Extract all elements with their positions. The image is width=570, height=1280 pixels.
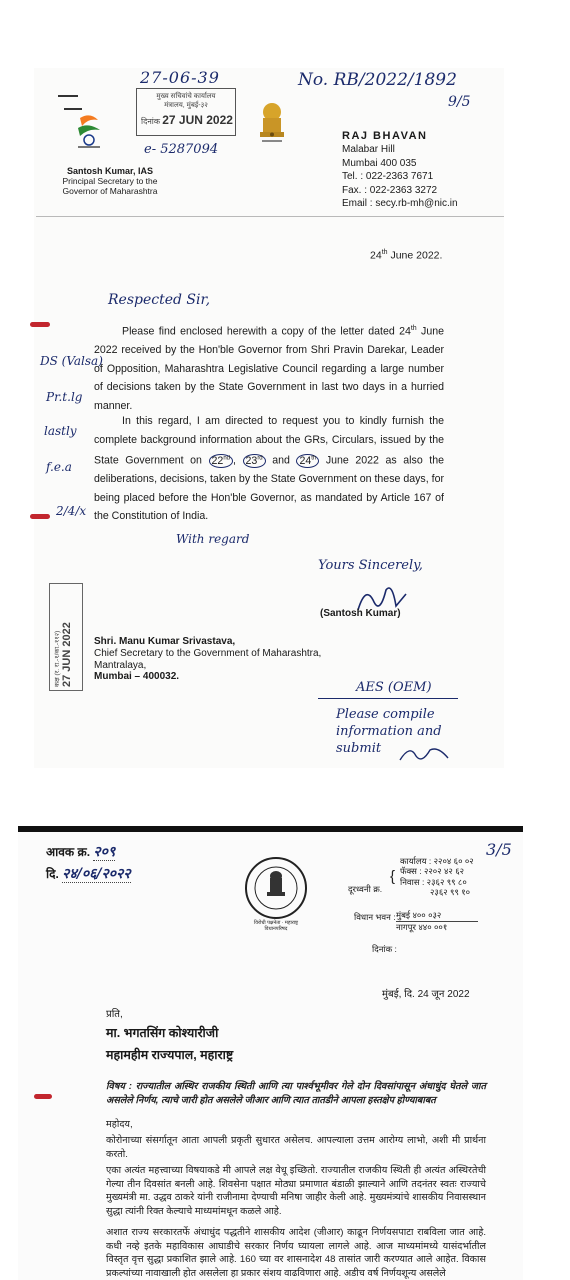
address-line: Malabar Hill xyxy=(342,144,395,156)
recipient-line: Mantralaya, xyxy=(94,659,147,671)
margin-note: 2/4/x xyxy=(56,504,87,518)
circled-date-22: 22nd xyxy=(209,454,233,468)
email: Email : secy.rb-mh@nic.in xyxy=(342,198,458,210)
paragraph-2: In this regard, I am directed to request you to kindly furnish the complete background information about the GRs, Circulars, issued by the State Government on 22nd , 23rd and 24th June 2022 as also the deliberations, decisions, taken by the State Government on these days, for being placed before the Hon'ble Governor, as mandated by Article 167 of the Constitution of India. xyxy=(94,415,444,523)
recipient-line: Chief Secretary to the Government of Maharashtra, xyxy=(94,647,322,659)
subject: विषय : राज्यातील अस्थिर राजकीय स्थिती आणि त्या पार्श्वभूमीवर गेले दोन दिवसांपासून अंधाधुंद घेतले जात असलेले निर्णय, त्याचे जारी होत असलेले जीआर आणि त्यात तातडीने आपला हस्तक्षेप होण्याबाबत xyxy=(106,1081,486,1106)
greeting: महोदय, xyxy=(106,1119,133,1130)
stamp-line: मंत्रालय, मुंबई-३२ xyxy=(164,102,208,109)
inward-no-label: आवक क्र. xyxy=(46,845,91,859)
signatory: (Santosh Kumar) xyxy=(320,608,401,619)
endorsement-signature xyxy=(396,742,456,766)
corner-page-mark: 3/5 xyxy=(486,840,512,859)
inward-no: २०९ xyxy=(93,844,116,860)
handwritten-stamp-number: e- 5287094 xyxy=(144,142,219,157)
telephone: Tel. : 022-2363 7671 xyxy=(342,171,434,183)
endorsement-rule xyxy=(318,698,458,699)
margin-note: DS (Valsa) xyxy=(40,354,103,368)
stamp-date: 27 JUN 2022 xyxy=(162,113,233,127)
red-tag-pin xyxy=(30,514,50,519)
tricolor-logo xyxy=(72,112,106,150)
salutation: Respected Sir, xyxy=(108,292,211,308)
circled-date-24: 24th xyxy=(296,454,319,468)
inward-date-block xyxy=(46,864,131,883)
paragraph-1: कोरोनाच्या संसर्गातून आता आपली प्रकृती सुधारत असेलच. आपल्याला उत्तम आरोग्य लाभो, अशी मी प्रार्थना करतो. xyxy=(106,1135,486,1160)
sender-block xyxy=(60,166,160,196)
recipient-block xyxy=(94,636,321,683)
letter-date: मुंबई, दि. 24 जून 2022 xyxy=(382,989,470,1000)
endorsement-note: Please compile information and submit xyxy=(336,707,442,756)
phone-list xyxy=(400,856,474,898)
circled-date-23: 23rd xyxy=(243,454,266,468)
phone-label: दूरध्वनी क्र. xyxy=(348,884,383,894)
phone-residence-2: २३६२ ९९ १० xyxy=(430,887,471,898)
margin-note: lastly xyxy=(44,424,77,438)
phone-residence: निवास : २३६२ ९९ ८० xyxy=(400,876,467,887)
prati: प्रति, xyxy=(106,1009,123,1020)
recipient-line: Mumbai – 400032. xyxy=(94,671,180,683)
red-tag-pin xyxy=(34,1094,52,1099)
page-2-top-edge xyxy=(18,826,523,832)
recipient-name: Shri. Manu Kumar Srivastava, xyxy=(94,636,236,647)
margin-note: Pr.t.lg xyxy=(46,390,83,404)
sender-name: Santosh Kumar, IAS xyxy=(66,166,154,176)
dinank-label: दिनांक : xyxy=(372,944,397,954)
emblem-ring-text: विरोधी पक्षनेता · महाराष्ट्र विधानपरिषद xyxy=(253,920,299,932)
stamp-line: मुख्य सचिवांचे कार्यालय xyxy=(156,93,216,100)
header-divider xyxy=(36,216,504,217)
phone-fax: फॅक्स : २२०२ ४२ ६२ xyxy=(400,866,465,877)
city-list xyxy=(396,910,478,933)
side-stamp-date: 27 JUN 2022 xyxy=(61,622,73,687)
city-mumbai: मुंबई ४०० ०३२ xyxy=(396,910,478,922)
brace-icon: { xyxy=(390,868,396,885)
endorsement-addressee: AES (OEM) xyxy=(356,680,432,695)
red-tag-pin xyxy=(30,322,50,327)
opposition-leader-emblem xyxy=(244,856,308,920)
fax: Fax. : 022-2363 3272 xyxy=(342,184,438,196)
inward-no-block xyxy=(46,842,115,861)
side-stamp-text: कक्ष (र. रा.-१/का.-११२) xyxy=(54,630,61,687)
stamp-date-label: दिनांक xyxy=(141,117,160,126)
raj-bhavan-address xyxy=(342,130,458,210)
vidhan-bhavan-label: विधान भवन : xyxy=(354,912,396,922)
margin-dash xyxy=(58,95,78,97)
national-emblem-icon xyxy=(252,100,292,148)
phone-office: कार्यालय : २२०४ ६० ०२ xyxy=(400,856,474,866)
inward-stamp xyxy=(136,88,236,136)
recipient-title: महामहीम राज्यपाल, महाराष्ट्र xyxy=(106,1048,234,1062)
city-nagpur: नागपूर ४४० ००१ xyxy=(396,922,448,932)
margin-note: f.e.a xyxy=(46,460,72,474)
letter-date: 24th June 2022. xyxy=(370,249,443,262)
closing: Yours Sincerely, xyxy=(318,558,423,573)
side-stamp xyxy=(49,583,83,691)
sender-title: Principal Secretary to the xyxy=(62,176,158,186)
corner-page-mark: 9/5 xyxy=(448,94,471,110)
with-regards: With regard xyxy=(176,532,250,546)
paragraph-3: अशात राज्य सरकारतर्फे अंधाधुंद पद्धतीने शासकीय आदेश (जीआर) काढून निर्णयसपाटा राबविला जात आहे. कधी नव्हे इतके महाविकास आघाडीचे सरकार निर्णय घ्यायला लागले आहे. आज माध्यमांमध्ये यासंदर्भातील विस्तृत वृत्त सुद्धा प्रकाशित झाले आहे. 160 च्या वर शासनादेश 48 तासांत जारी करण्यात आले आहेत. विकास प्रकल्पांच्या नावाखाली होत असलेला हा प्रकार संशय वाढविणारा आहे. अडीच वर्ष निर्णयशून्य असलेले xyxy=(106,1227,486,1279)
inward-date-label: दि. xyxy=(46,867,59,881)
handwritten-date-code: 27-06-39 xyxy=(140,68,220,87)
paragraph-1: Please find enclosed herewith a copy of the letter dated 24th June 2022 received by the Hon'ble Governor from Shri Pravin Darekar, Leader of Opposition, Maharashtra Legislative Council regarding a large number of decisions taken by the State Government in last two days in a hurried manner. xyxy=(94,325,445,412)
address-title: RAJ BHAVAN xyxy=(342,130,428,142)
inward-date: २४/०६/२०२२ xyxy=(62,866,131,882)
margin-dash xyxy=(64,108,82,110)
sender-title: Governor of Maharashtra xyxy=(62,186,158,196)
address-line: Mumbai 400 035 xyxy=(342,157,417,169)
handwritten-ref-no: No. RB/2022/1892 xyxy=(298,70,457,90)
paragraph-2: एका अत्यंत महत्त्वाच्या विषयाकडे मी आपले लक्ष वेधू इच्छितो. राज्यातील राजकीय स्थिती ही अत्यंत अस्थिरतेची गेल्या तीन दिवसांत बनली आहे. शिवसेना पक्षात मोठ्या प्रमाणात बंडाळी झाल्याने आणि तदनंतर स्वतः राज्याचे मुख्यमंत्री मा. उद्धव ठाकरे यांनी राजीनामा देण्याची मनिषा जाहीर केली आहे. मुख्यमंत्र्यांचे शासकीय निवासस्थान सुद्धा त्यांनी रिक्त केल्याचे माध्यमांमधून कळले आहे. xyxy=(106,1165,486,1217)
recipient-name: मा. भगतसिंग कोश्यारीजी xyxy=(106,1026,219,1040)
